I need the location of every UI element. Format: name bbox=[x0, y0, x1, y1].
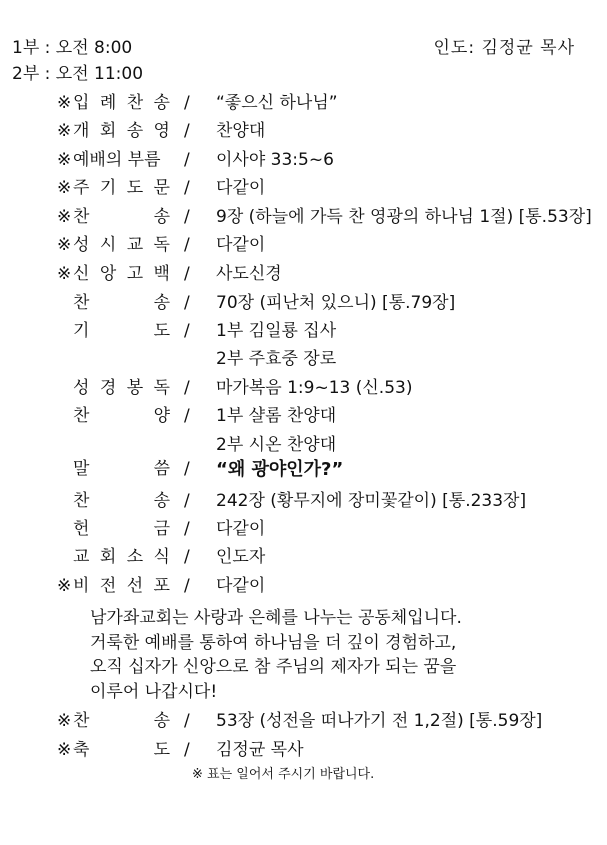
standing-mark: ※ bbox=[57, 235, 72, 255]
order-label bbox=[73, 578, 170, 595]
standing-mark: ※ bbox=[57, 150, 72, 170]
label-char: 찬 bbox=[126, 93, 144, 113]
order-label bbox=[73, 323, 170, 340]
label-char: 씀 bbox=[153, 459, 170, 479]
order-value: 마가복음 1:9~13 (신.53) bbox=[216, 378, 413, 398]
separator-slash: / bbox=[184, 178, 190, 198]
label-char: 찬 bbox=[73, 711, 90, 731]
order-value: 김정균 목사 bbox=[216, 740, 304, 760]
order-label bbox=[73, 461, 170, 478]
order-label bbox=[73, 380, 170, 397]
label-char: 입 bbox=[73, 93, 90, 113]
label-char: 문 bbox=[153, 178, 170, 198]
order-value: 242장 (황무지에 장미꽃같이) [통.233장] bbox=[216, 491, 527, 511]
label-char: 송 bbox=[153, 711, 170, 731]
order-value: 9장 (하늘에 가득 찬 영광의 하나님 1절) [통.53장] bbox=[216, 207, 592, 227]
separator-slash: / bbox=[184, 321, 190, 341]
label-char: 도 bbox=[126, 178, 144, 198]
order-label bbox=[73, 713, 170, 730]
label-char: 백 bbox=[153, 264, 170, 284]
separator-slash: / bbox=[184, 459, 190, 479]
separator-slash: / bbox=[184, 121, 190, 141]
label-char: 시 bbox=[99, 235, 117, 255]
order-value: 찬양대 bbox=[216, 121, 266, 141]
standing-footnote: ※ 표는 일어서 주시기 바랍니다. bbox=[192, 767, 375, 782]
separator-slash: / bbox=[184, 150, 190, 170]
worship-leader: 인도: 김정균 목사 bbox=[433, 38, 575, 58]
label-char: 기 bbox=[73, 321, 90, 341]
vision-line-2: 거룩한 예배를 통하여 하나님을 더 깊이 경험하고, bbox=[90, 633, 457, 653]
standing-mark: ※ bbox=[57, 178, 72, 198]
label-char: 식 bbox=[153, 547, 170, 567]
order-label bbox=[73, 209, 170, 226]
vision-line-4: 이루어 나갑시다! bbox=[90, 682, 218, 702]
label-char: 송 bbox=[153, 293, 170, 313]
order-value: 70장 (피난처 있으니) [통.79장] bbox=[216, 293, 456, 313]
service-time-2: 2부 : 오전 11:00 bbox=[12, 64, 144, 84]
label-char: 말 bbox=[73, 459, 90, 479]
order-value: “좋으신 하나님” bbox=[216, 93, 338, 113]
label-char: 송 bbox=[153, 207, 170, 227]
label-char: 양 bbox=[153, 406, 170, 426]
order-value-second: 2부 시온 찬양대 bbox=[216, 435, 337, 455]
separator-slash: / bbox=[184, 519, 190, 539]
order-label bbox=[73, 295, 170, 312]
separator-slash: / bbox=[184, 406, 190, 426]
label-char: 봉 bbox=[126, 378, 144, 398]
label-char: 기 bbox=[99, 178, 117, 198]
separator-slash: / bbox=[184, 547, 190, 567]
standing-mark: ※ bbox=[57, 93, 72, 113]
label-char: 신 bbox=[73, 264, 90, 284]
label-char: 경 bbox=[99, 378, 117, 398]
separator-slash: / bbox=[184, 235, 190, 255]
label-char: 전 bbox=[99, 576, 117, 596]
label-char: 고 bbox=[126, 264, 144, 284]
label-char: 개 bbox=[73, 121, 90, 141]
order-label bbox=[73, 237, 170, 254]
vision-line-3: 오직 십자가 신앙으로 참 주님의 제자가 되는 꿈을 bbox=[90, 657, 457, 677]
order-value: 다같이 bbox=[216, 235, 266, 255]
order-label bbox=[73, 742, 170, 759]
label-char: 교 bbox=[73, 547, 90, 567]
order-value: 1부 김일룡 집사 bbox=[216, 321, 337, 341]
label-char: 교 bbox=[126, 235, 144, 255]
separator-slash: / bbox=[184, 711, 190, 731]
separator-slash: / bbox=[184, 264, 190, 284]
label-char: 찬 bbox=[73, 293, 90, 313]
label-char: 헌 bbox=[73, 519, 90, 539]
order-value: 다같이 bbox=[216, 576, 266, 596]
separator-slash: / bbox=[184, 207, 190, 227]
label-char: 송 bbox=[126, 121, 144, 141]
label-char: 송 bbox=[153, 491, 170, 511]
label-char: 찬 bbox=[73, 491, 90, 511]
vision-line-1: 남가좌교회는 사랑과 은혜를 나누는 공동체입니다. bbox=[90, 608, 462, 628]
order-value: 이사야 33:5~6 bbox=[216, 150, 334, 170]
order-value: 다같이 bbox=[216, 519, 266, 539]
standing-mark: ※ bbox=[57, 576, 72, 596]
standing-mark: ※ bbox=[57, 121, 72, 141]
order-value: 다같이 bbox=[216, 178, 266, 198]
order-value: “왜 광야인가?” bbox=[216, 459, 344, 480]
standing-mark: ※ bbox=[57, 711, 72, 731]
label-char: 성 bbox=[73, 378, 90, 398]
service-time-1: 1부 : 오전 8:00 bbox=[12, 38, 133, 58]
label-char: 독 bbox=[153, 378, 170, 398]
label-char: 소 bbox=[126, 547, 144, 567]
label-char: 찬 bbox=[73, 207, 90, 227]
label-char: 앙 bbox=[99, 264, 117, 284]
label-char: 성 bbox=[73, 235, 90, 255]
standing-mark: ※ bbox=[57, 207, 72, 227]
separator-slash: / bbox=[184, 740, 190, 760]
separator-slash: / bbox=[184, 576, 190, 596]
separator-slash: / bbox=[184, 378, 190, 398]
label-char: 례 bbox=[99, 93, 117, 113]
label-char: 선 bbox=[126, 576, 144, 596]
order-label bbox=[73, 493, 170, 510]
label-char: 회 bbox=[99, 547, 117, 567]
label-char: 회 bbox=[99, 121, 117, 141]
order-value: 인도자 bbox=[216, 547, 266, 567]
order-value: 1부 샬롬 찬양대 bbox=[216, 406, 337, 426]
order-value-second: 2부 주효중 장로 bbox=[216, 349, 337, 369]
standing-mark: ※ bbox=[57, 264, 72, 284]
label-char: 비 bbox=[73, 576, 90, 596]
standing-mark: ※ bbox=[57, 740, 72, 760]
separator-slash: / bbox=[184, 93, 190, 113]
label-char: 독 bbox=[153, 235, 170, 255]
label-char: 축 bbox=[73, 740, 90, 760]
label-char: 도 bbox=[153, 321, 170, 341]
order-label bbox=[73, 408, 170, 425]
order-label bbox=[73, 95, 170, 112]
label-char: 포 bbox=[153, 576, 170, 596]
label-char: 금 bbox=[153, 519, 170, 539]
order-label bbox=[73, 549, 170, 566]
separator-slash: / bbox=[184, 293, 190, 313]
order-label bbox=[73, 123, 170, 140]
label-char: 영 bbox=[153, 121, 170, 141]
order-label bbox=[73, 266, 170, 283]
order-value: 사도신경 bbox=[216, 264, 282, 284]
label-char: 주 bbox=[73, 178, 90, 198]
label-char: 송 bbox=[153, 93, 170, 113]
label-char: 도 bbox=[153, 740, 170, 760]
order-label: 예배의 부름 bbox=[73, 150, 161, 170]
separator-slash: / bbox=[184, 491, 190, 511]
order-label bbox=[73, 180, 170, 197]
label-char: 찬 bbox=[73, 406, 90, 426]
order-label bbox=[73, 521, 170, 538]
order-value: 53장 (성전을 떠나가기 전 1,2절) [통.59장] bbox=[216, 711, 543, 731]
